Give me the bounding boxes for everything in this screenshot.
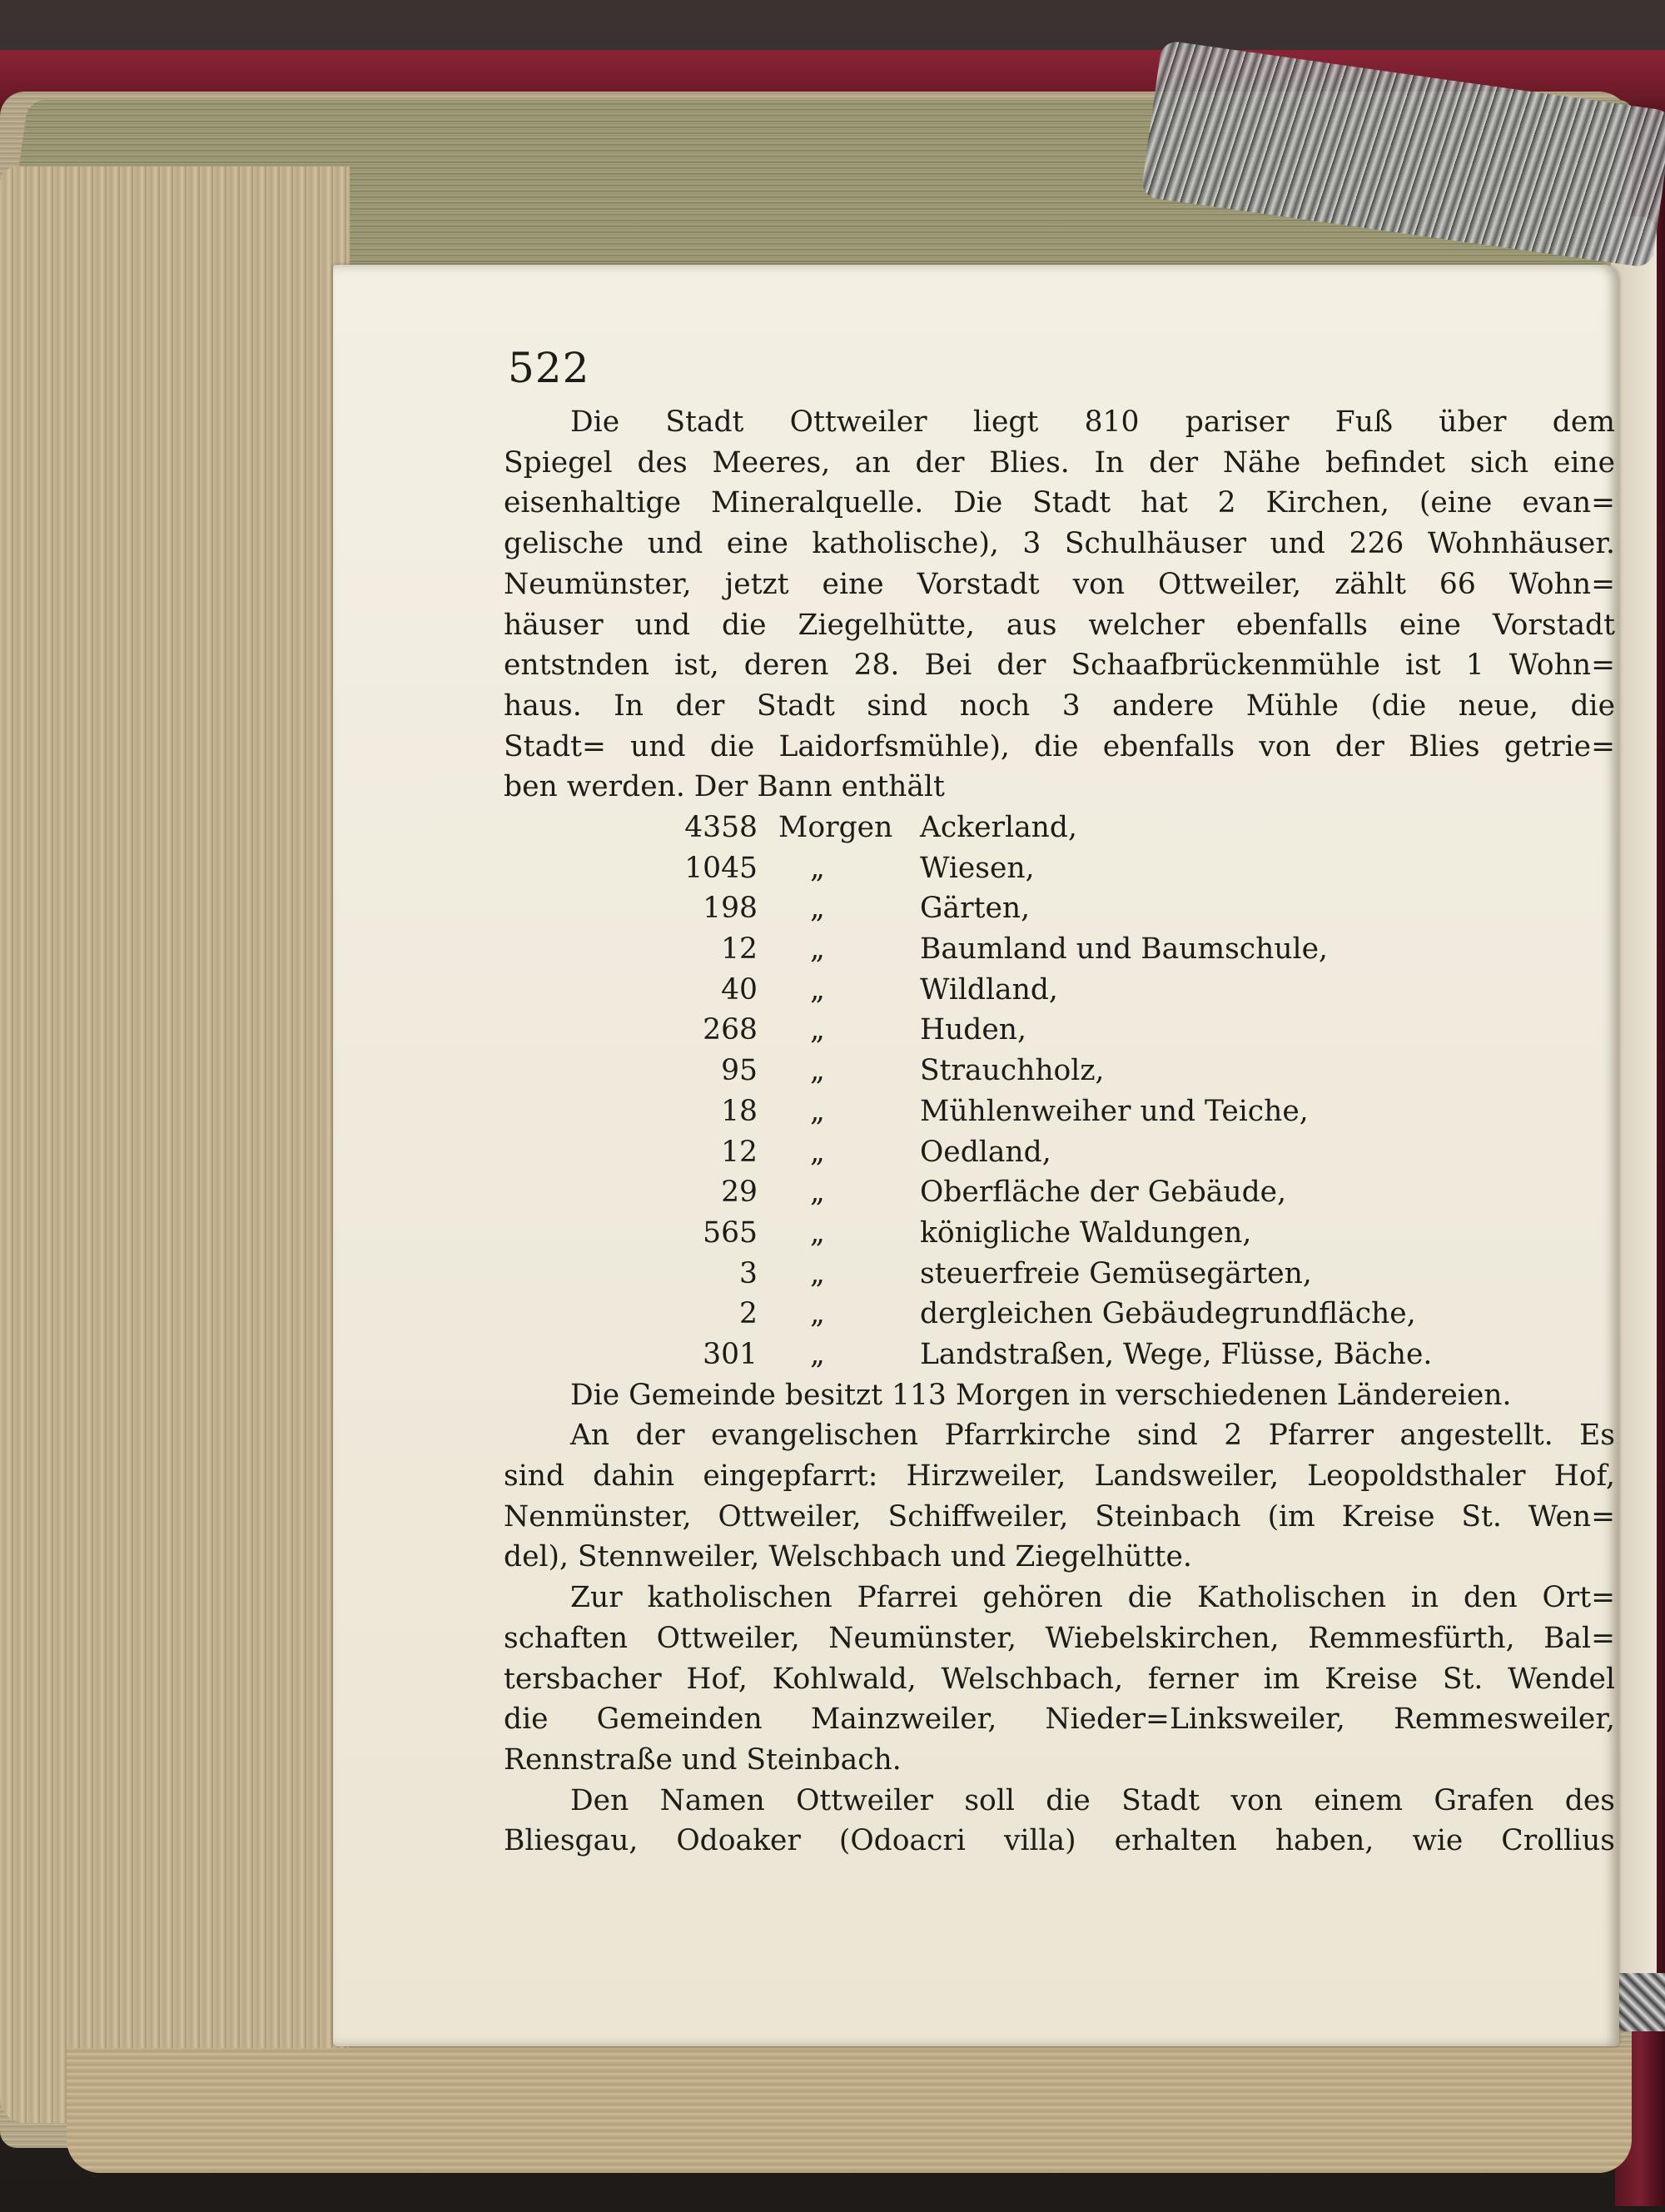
ditto-mark: „ (810, 1176, 825, 1210)
text-line: schaften Ottweiler, Neumünster, Wiebelskirchen, Remmesfürth, Bal= (504, 1621, 1615, 1655)
ditto-mark: „ (810, 1297, 825, 1331)
land-type: Oedland, (920, 1135, 1051, 1169)
table-row (504, 848, 1615, 889)
table-row (504, 1091, 1615, 1132)
text-line: sind dahin eingepfarrt: Hirzweiler, Landsweiler, Leopoldsthaler Hof, (504, 1459, 1615, 1494)
text-line: Spiegel des Meeres, an der Blies. In der Nähe befindet sich eine (504, 445, 1615, 480)
text-line: Nenmünster, Ottweiler, Schiffweiler, Steinbach (im Kreise St. Wen= (504, 1499, 1615, 1533)
land-type: königliche Waldungen, (920, 1215, 1252, 1250)
page-text (504, 402, 1615, 1862)
table-row (504, 1132, 1615, 1173)
table-row (504, 1335, 1615, 1375)
land-type: Baumland und Baumschule, (920, 932, 1328, 967)
table-row (504, 1010, 1615, 1051)
land-type: Huden, (920, 1013, 1026, 1047)
ditto-mark: „ (810, 1054, 825, 1088)
ditto-mark: „ (810, 1256, 825, 1290)
text-line: An der evangelischen Pfarrkirche sind 2 Pfarrer angestellt. Es (570, 1419, 1615, 1453)
amount: 18 (721, 1094, 758, 1128)
table-row (504, 808, 1615, 848)
text-line: Die Gemeinde besitzt 113 Morgen in verschiedenen Ländereien. (570, 1378, 1512, 1412)
text-line: Stadt= und die Laidorfsmühle), die ebenfalls von der Blies getrie= (504, 729, 1615, 763)
text-line: ben werden. Der Bann enthält (504, 770, 945, 804)
text-line: Neumünster, jetzt eine Vorstadt von Ottweiler, zählt 66 Wohn= (504, 567, 1615, 601)
table-row (504, 1213, 1615, 1254)
ditto-mark: „ (810, 972, 825, 1007)
text-line: gelische und eine katholische), 3 Schulhäuser und 226 Wohnhäuser. (504, 527, 1615, 561)
text-line: eisenhaltige Mineralquelle. Die Stadt hat 2 Kirchen, (eine evan= (504, 486, 1615, 520)
table-row (504, 970, 1615, 1011)
ditto-mark: „ (810, 851, 825, 885)
land-type: Strauchholz, (920, 1054, 1105, 1088)
table-row (504, 1294, 1615, 1335)
land-type: Ackerland, (920, 811, 1077, 845)
land-use-table (504, 808, 1615, 1375)
land-type: Wildland, (920, 972, 1058, 1007)
table-row (504, 1051, 1615, 1091)
amount: 1045 (684, 851, 758, 885)
land-type: Gärten, (920, 892, 1031, 926)
amount: 2 (739, 1297, 758, 1331)
text-line: haus. In der Stadt sind noch 3 andere Mühle (die neue, die (504, 688, 1615, 723)
paragraph-1 (504, 402, 1615, 808)
page-number: 522 (508, 344, 590, 392)
ditto-mark: „ (810, 1094, 825, 1128)
ditto-mark: „ (810, 1135, 825, 1169)
amount: 95 (721, 1054, 758, 1088)
amount: 301 (703, 1337, 758, 1371)
text-line: Rennstraße und Steinbach. (504, 1742, 902, 1777)
table-row (504, 888, 1615, 929)
amount: 12 (721, 1135, 758, 1169)
ditto-mark: „ (810, 892, 825, 926)
land-type: Landstraßen, Wege, Flüsse, Bäche. (920, 1337, 1433, 1371)
text-line: tersbacher Hof, Kohlwald, Welschbach, ferner im Kreise St. Wendel (504, 1662, 1615, 1696)
text-line: entstnden ist, deren 28. Bei der Schaafbrückenmühle ist 1 Wohn= (504, 649, 1615, 683)
amount: 4358 (684, 811, 758, 845)
amount: 3 (739, 1256, 758, 1290)
ditto-mark: „ (810, 1013, 825, 1047)
paragraph-4 (504, 1578, 1615, 1781)
text-line: del), Stennweiler, Welschbach und Ziegelhütte. (504, 1540, 1192, 1574)
ditto-mark: „ (810, 932, 825, 967)
text-line: Den Namen Ottweiler soll die Stadt von einem Grafen des (570, 1783, 1615, 1817)
page-stack-bottom-edge (67, 2048, 1632, 2173)
paragraph-3 (504, 1415, 1615, 1578)
text-line: Bliesgau, Odoaker (Odoacri villa) erhalten haben, wie Crollius (504, 1824, 1615, 1858)
land-type: Oberfläche der Gebäude, (920, 1176, 1287, 1210)
text-line: Zur katholischen Pfarrei gehören die Katholischen in den Ort= (570, 1581, 1615, 1615)
amount: 29 (721, 1176, 758, 1210)
table-row (504, 1172, 1615, 1213)
amount: 565 (703, 1215, 758, 1250)
table-row (504, 929, 1615, 970)
text-line: die Gemeinden Mainzweiler, Nieder=Linksweiler, Remmesweiler, (504, 1702, 1615, 1737)
paragraph-5 (504, 1781, 1615, 1862)
land-type: steuerfreie Gemüsegärten, (920, 1256, 1312, 1290)
unit: Morgen (778, 811, 893, 845)
text-line: häuser und die Ziegelhütte, aus welcher ebenfalls eine Vorstadt (504, 608, 1615, 642)
land-type: Mühlenweiher und Teiche, (920, 1094, 1309, 1128)
text-line: Die Stadt Ottweiler liegt 810 pariser Fuß über dem (570, 405, 1615, 439)
amount: 198 (703, 892, 758, 926)
amount: 12 (721, 932, 758, 967)
page-stack-left-edge (0, 167, 350, 2123)
ditto-mark: „ (810, 1337, 825, 1371)
land-type: Wiesen, (920, 851, 1035, 885)
paragraph-2 (504, 1375, 1615, 1416)
land-type: dergleichen Gebäudegrundfläche, (920, 1297, 1416, 1331)
amount: 268 (703, 1013, 758, 1047)
amount: 40 (721, 972, 758, 1007)
book-page (333, 265, 1619, 2046)
ditto-mark: „ (810, 1215, 825, 1250)
table-row (504, 1254, 1615, 1295)
